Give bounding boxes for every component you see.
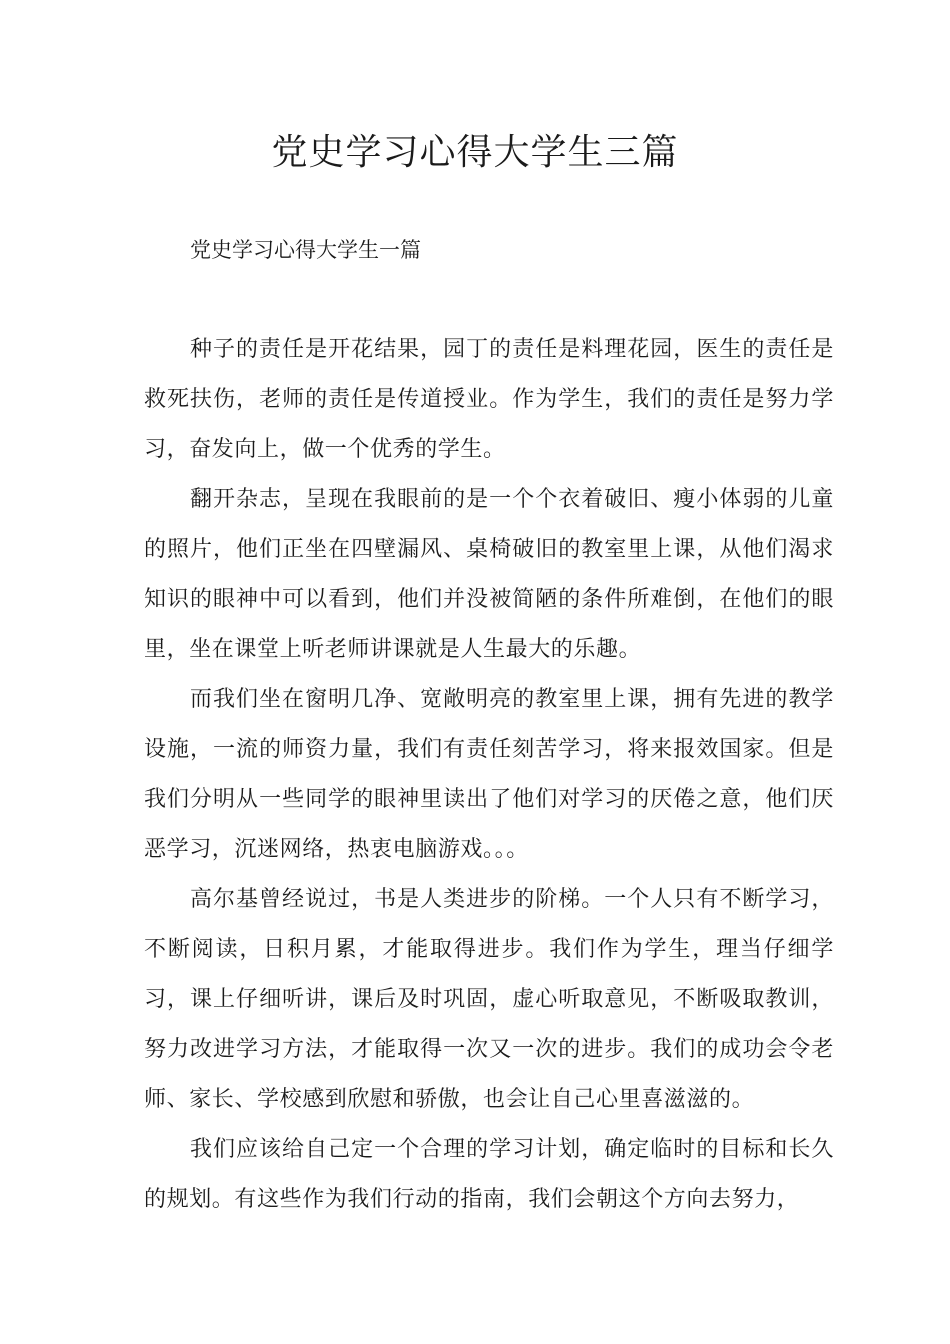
paragraph: 翻开杂志，呈现在我眼前的是一个个衣着破旧、瘦小体弱的儿童的照片，他们正坐在四壁漏风、桌椅破旧的教室里上课，从他们渴求知识的眼神中可以看到，他们并没被简陋的条件所难倒，在他们的眼里，坐在课堂上听老师讲课就是人生最大的乐趣。 [144,487,834,662]
body-text [144,325,834,1225]
paragraph: 而我们坐在窗明几净、宽敞明亮的教室里上课，拥有先进的教学设施，一流的师资力量，我们有责任刻苦学习，将来报效国家。但是我们分明从一些同学的眼神里读出了他们对学习的厌倦之意，他们厌恶学习，沉迷网络，热衷电脑游戏。。。 [144,687,834,862]
paragraph: 我们应该给自己定一个合理的学习计划，确定临时的目标和长久的规划。有这些作为我们行动的指南，我们会朝这个方向去努力， [144,1137,834,1212]
paragraph: 种子的责任是开花结果，园丁的责任是料理花园，医生的责任是救死扶伤，老师的责任是传道授业。作为学生，我们的责任是努力学习，奋发向上，做一个优秀的学生。 [144,337,834,462]
section-heading: 党史学习心得大学生一篇 [190,238,421,262]
paragraph: 高尔基曾经说过，书是人类进步的阶梯。一个人只有不断学习，不断阅读，日积月累，才能取得进步。我们作为学生，理当仔细学习，课上仔细听讲，课后及时巩固，虚心听取意见，不断吸取教训，努力改进学习方法，才能取得一次又一次的进步。我们的成功会令老师、家长、学校感到欣慰和骄傲，也会让自己心里喜滋滋的。 [144,887,834,1112]
document-title: 党史学习心得大学生三篇 [271,132,679,173]
